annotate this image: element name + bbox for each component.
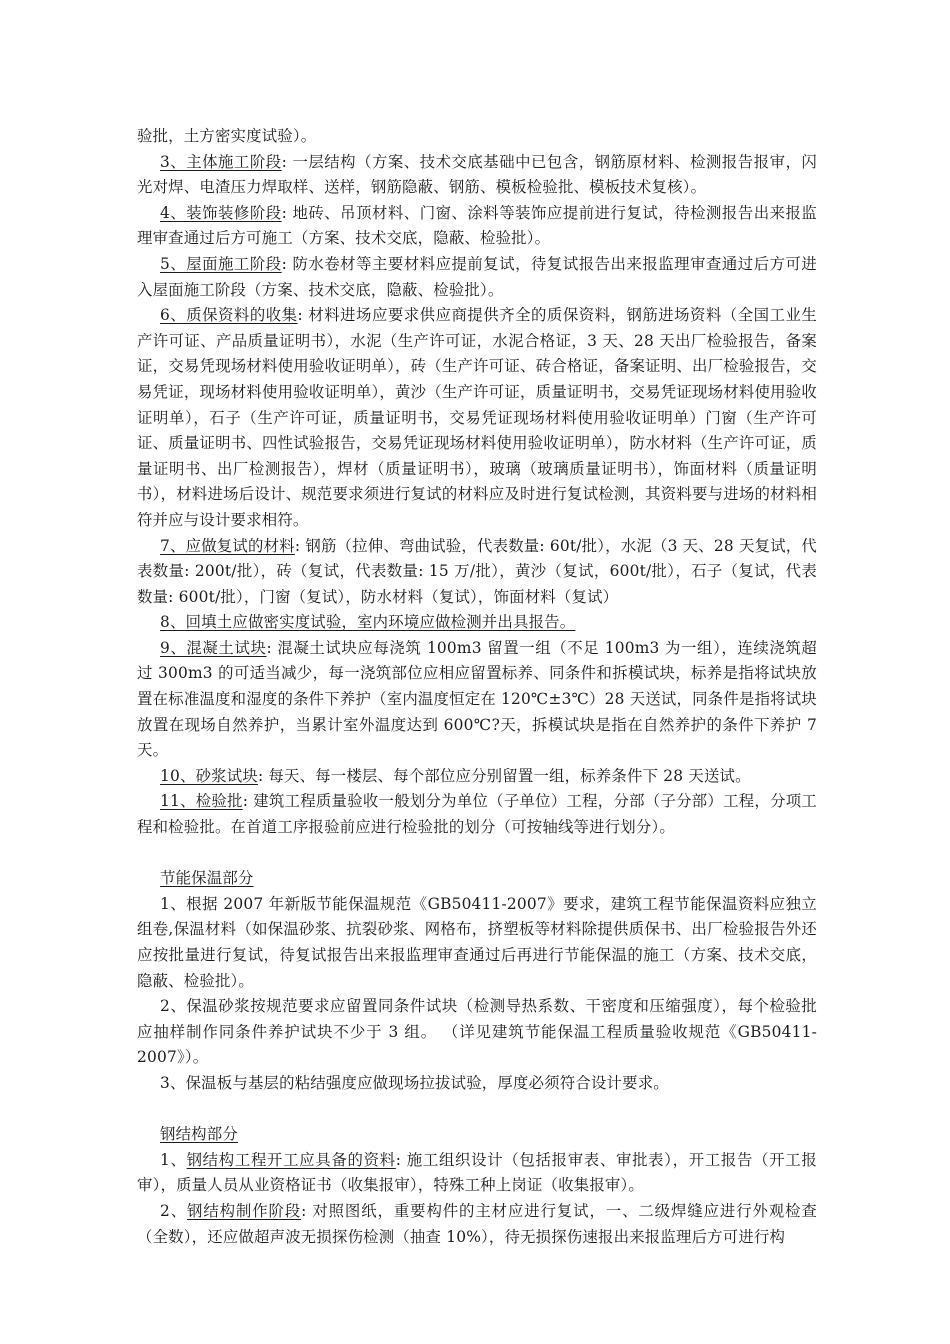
paragraph-text: 1、根据 2007 年新版节能保温规范《GB50411-2007》要求，建筑工程节能保温资料应独立组卷,保温材料（如保温砂浆、抗裂砂浆、网格布，挤塑板等材料除提供质保书、出厂检验报告外还应按批量进行复试，待复试报告出来报监理审查通过后再进行节能保温的施工（方案、技术交底，隐蔽、检验批）。 [137,894,817,990]
paragraph-text: : 地砖、吊顶材料、门窗、涂料等装饰应提前进行复试，待检测报告出来报监理审查通过后方可施工（方案、技术交底，隐蔽、检验批）。 [137,203,818,248]
paragraph-heading: 3、主体施工阶段 [160,152,282,171]
paragraph-heading: 钢结构制作阶段 [187,1201,302,1220]
paragraph-heading: 8、回填土应做密实度试验，室内环境应做检测并出具报告。 [160,613,576,632]
paragraph-roof [137,252,817,303]
paragraph-heading: 钢结构工程开工应具备的资料 [186,1150,396,1169]
paragraph-text: : 每天、每一楼层、每个部位应分别留置一组，标养条件下 28 天送试。 [257,766,751,785]
paragraph-heading: 4、装饰装修阶段 [160,203,282,222]
paragraph-retest-materials [137,534,817,611]
paragraph-continuation [137,124,817,150]
document-body [137,124,817,1250]
paragraph-text: : 一层结构（方案、技术交底基础中已包含，钢筋原材料、检测报告报审，闪光对焊、电渣压力焊取样、送样，钢筋隐蔽、钢筋、模板检验批、模板技术复核）。 [137,152,818,197]
spacer [137,1097,817,1123]
paragraph-backfill [137,610,817,636]
paragraph-text: : 混凝土试块应每浇筑 100m3 留置一组（不足 100m3 为一组），连续浇筑超过 300m3 的可适当减少，每一浇筑部位应相应留置标养、同条件和拆模试块，标养是指将试块放置在标准温度和湿度的条件下养护（室内温度恒定在 120℃±3℃）28 天送试，同条件是指将试块放置在现场自然养护，当累计室外温度达到 600℃?天，拆模试块是指在自然养护的条件下养护 7 天。 [137,638,818,760]
paragraph-steel-2 [137,1199,817,1250]
paragraph-steel-1 [137,1148,817,1199]
section-heading: 钢结构部分 [160,1125,238,1144]
paragraph-insulation-3 [137,1071,817,1097]
paragraph-heading: 10、砂浆试块 [160,766,258,785]
paragraph-inspection-lot [137,789,817,840]
paragraph-quality-docs [137,303,817,533]
paragraph-text: : 材料进场应要求供应商提供齐全的质保资料，钢筋进场资料（全国工业生产许可证、产品质量证明书），水泥（生产许可证，水泥合格证，3 天、28 天出厂检验报告，备案证，交易凭现场材料使用验收证明单），砖（生产许可证、砖合格证，备案证明、出厂检验报告，交易凭证，现场材料使用验收证明单），黄沙（生产许可证，质量证明书，交易凭证现场材料使用验收证明单），石子（生产许可证，质量证明书，交易凭证现场材料使用验收证明单）门窗（生产许可证、质量证明书、四性试验报告，交易凭证现场材料使用验收证明单），防水材料（生产许可证，质量证明书、出厂检测报告），焊材（质量证明书），玻璃（玻璃质量证明书），饰面材料（质量证明书），材料进场后设计、规范要求须进行复试的材料应及时进行复试检测，其资料要与进场的材料相符并应与设计要求相符。 [137,306,817,529]
paragraph-text: : 对照图纸，重要构件的主材应进行复试，一、二级焊缝应进行外观检查（全数），还应做超声波无损探伤检测（抽查 10%），待无损探伤速报出来报监理后方可进行构 [137,1201,817,1246]
paragraph-text: : 钢筋（拉伸、弯曲试验，代表数量: 60t/批），水泥（3 天、28 天复试，代表数量: 200t/批），砖（复试，代表数量: 15 万/批），黄沙（复试，600t/批），石子（复试，代表数量: 600t/批），门窗（复试），防水材料（复试），饰面材料（复试） [137,536,817,606]
paragraph-heading: 6、质保资料的收集 [160,306,298,325]
paragraph-heading: 9、混凝土试块 [160,638,267,657]
paragraph-text: : 防水卷材等主要材料应提前复试，待复试报告出来报监理审查通过后方可进入屋面施工阶段（方案、技术交底，隐蔽、检验批）。 [137,254,818,299]
paragraph-decoration [137,201,817,252]
section-title-steel [137,1122,817,1148]
paragraph-text: 3、保温板与基层的粘结强度应做现场拉拔试验，厚度必须符合设计要求。 [160,1073,669,1092]
paragraph-text: 验批，土方密实度试验）。 [137,127,317,145]
paragraph-heading: 5、屋面施工阶段 [160,254,282,273]
spacer [137,841,817,867]
paragraph-mortar-specimen [137,764,817,790]
section-heading: 节能保温部分 [160,869,254,888]
paragraph-text: : 施工组织设计（包括报审表、审批表），开工报告（开工报审），质量人员从业资格证书（收集报审），特殊工种上岗证（收集报审）。 [137,1150,817,1195]
paragraph-concrete-specimen [137,636,817,764]
paragraph-heading: 7、应做复试的材料 [160,536,295,555]
paragraph-text: : 建筑工程质量验收一般划分为单位（子单位）工程，分部（子分部）工程，分项工程和检验批。在首道工序报验前应进行检验批的划分（可按轴线等进行划分）。 [137,792,817,837]
paragraph-number: 2、 [160,1201,188,1220]
paragraph-main-structure [137,150,817,201]
paragraph-number: 1、 [160,1150,187,1169]
paragraph-heading: 11、检验批 [160,792,243,811]
section-title-insulation [137,866,817,892]
paragraph-insulation-1 [137,892,817,994]
paragraph-text: 2、保温砂浆按规范要求应留置同条件试块（检测导热系数、干密度和压缩强度），每个检验批应抽样制作同条件养护试块不少于 3 组。 （详见建筑节能保温工程质量验收规范《GB50411-2007》）。 [137,997,817,1067]
paragraph-insulation-2 [137,994,817,1071]
